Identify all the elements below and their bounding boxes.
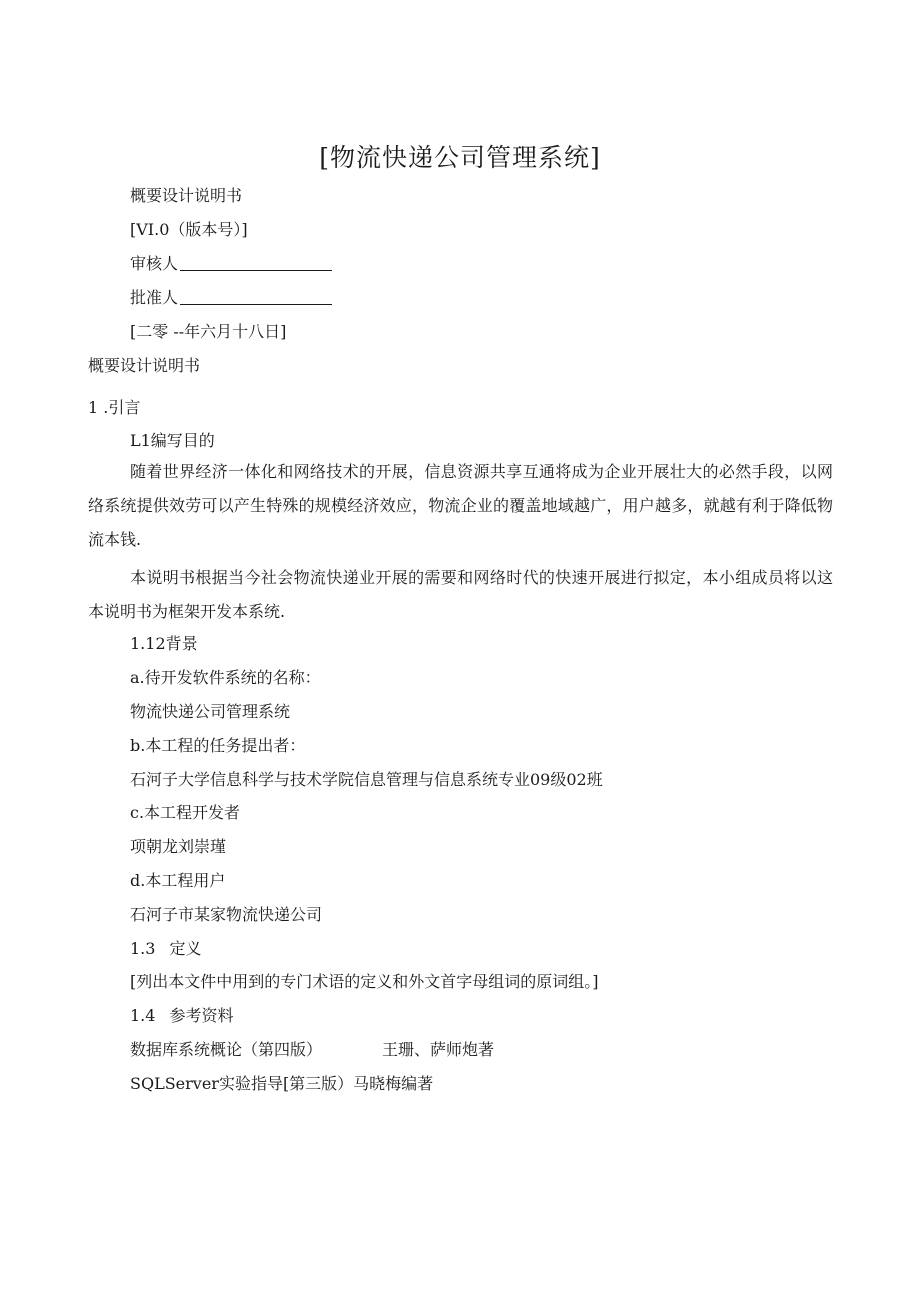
paragraph-purpose-2: 本说明书根据当今社会物流快递业开展的需要和网络时代的快速开展进行拟定，本小组成员将以这本说明书为框架开发本系统.: [88, 568, 833, 621]
section-1-heading: 1 .引言: [88, 398, 141, 417]
section-1-1-heading: L1编写目的: [130, 431, 215, 450]
section-1-4-number: 1.4: [130, 1006, 156, 1025]
paragraph-purpose-1: 随着世界经济一体化和网络技术的开展，信息资源共享互通将成为企业开展壮大的必然手段，以网络系统提供效劳可以产生特殊的规模经济效应，物流企业的覆盖地域越广，用户越多，就越有利于降低物流本钱.: [88, 462, 833, 549]
cover-subtitle: 概要设计说明书: [130, 186, 243, 205]
reference-1: [130, 1040, 494, 1060]
section-1-2-heading: 1.12背景: [130, 634, 198, 653]
item-d-value: 石河子市某家物流快递公司: [130, 905, 323, 924]
reviewer-blank: [180, 254, 332, 271]
approver-blank: [180, 288, 332, 305]
section-1-3-title: 定义: [169, 939, 202, 958]
cover-date: [二零 --年六月十八日]: [130, 322, 287, 341]
section-1-3-number: 1.3: [130, 939, 156, 958]
approver-label: 批准人: [130, 288, 179, 307]
doc-heading: 概要设计说明书: [88, 356, 201, 375]
item-a-label: a.待开发软件系统的名称：: [130, 668, 321, 687]
item-a-value: 物流快递公司管理系统: [130, 702, 291, 721]
item-b-value: 石河子大学信息科学与技术学院信息管理与信息系统专业09级02班: [130, 770, 603, 789]
reviewer-label: 审核人: [130, 254, 179, 273]
document-title: [物流快递公司管理系统]: [319, 143, 601, 172]
reference-1-author: 王珊、萨师炮著: [382, 1040, 495, 1059]
reference-1-title: 数据库系统概论（第四版）: [130, 1040, 323, 1059]
item-c-value: 项朝龙刘崇瑾: [130, 837, 227, 856]
section-1-3-text: [列出本文件中用到的专门术语的定义和外文首字母组词的原词组。]: [130, 972, 599, 991]
item-c-label: c.本工程开发者: [130, 803, 241, 822]
reviewer-line: [130, 254, 332, 274]
cover-version: [VI.0（版本号）]: [130, 220, 248, 239]
item-b-label: b.本工程的任务提出者：: [130, 736, 306, 755]
section-1-3-heading: [130, 939, 201, 959]
reference-2: SQLServer实验指导[第三版）马晓梅编著: [130, 1074, 434, 1093]
item-d-label: d.本工程用户: [130, 871, 226, 890]
approver-line: [130, 288, 332, 308]
section-1-4-heading: [130, 1006, 233, 1026]
section-1-4-title: 参考资料: [169, 1006, 234, 1025]
